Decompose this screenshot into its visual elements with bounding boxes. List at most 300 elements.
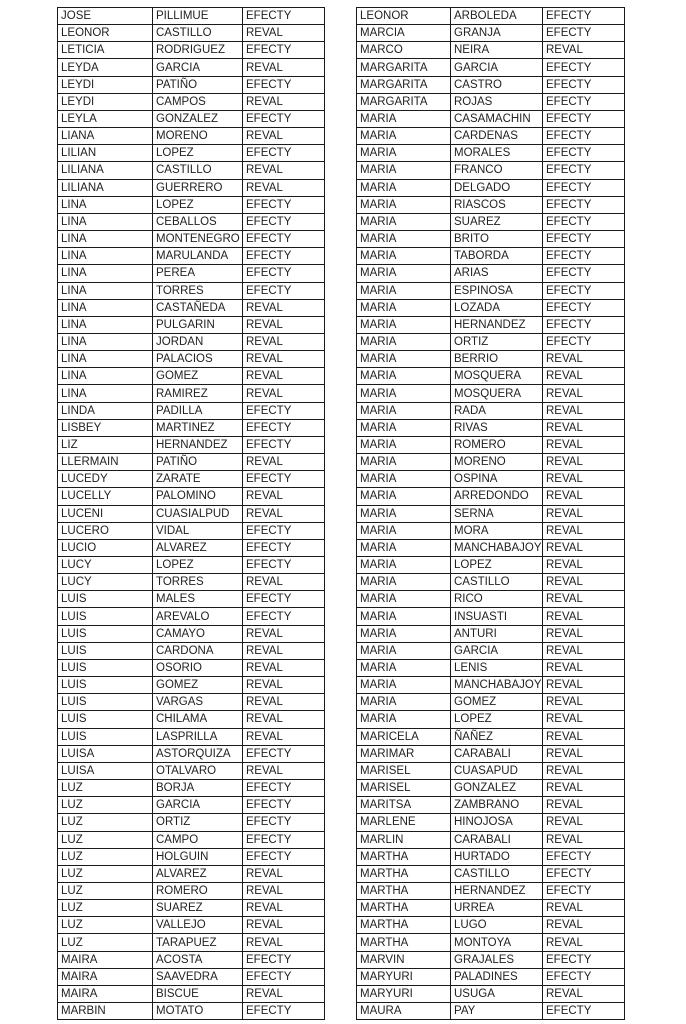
payment-method-cell: EFECTY <box>243 968 325 985</box>
table-row <box>58 25 325 42</box>
table-row <box>357 625 625 642</box>
last-name-cell: BISCUE <box>153 985 243 1002</box>
first-name-cell: MAIRA <box>58 985 153 1002</box>
first-name-cell: MARCIA <box>357 25 451 42</box>
table-row <box>58 591 325 608</box>
payment-method-cell: REVAL <box>543 745 625 762</box>
payment-method-cell: EFECTY <box>543 282 625 299</box>
table-row <box>357 831 625 848</box>
table-row <box>357 299 625 316</box>
first-name-cell: LILIANA <box>58 179 153 196</box>
first-name-cell: MARIA <box>357 351 451 368</box>
last-name-cell: RODRIGUEZ <box>153 42 243 59</box>
payment-method-cell: EFECTY <box>243 1003 325 1020</box>
table-row <box>357 659 625 676</box>
payment-method-cell: REVAL <box>543 917 625 934</box>
table-row <box>58 642 325 659</box>
payment-method-cell: EFECTY <box>243 591 325 608</box>
payment-method-cell: REVAL <box>243 711 325 728</box>
table-row <box>58 368 325 385</box>
payment-method-cell: REVAL <box>543 522 625 539</box>
first-name-cell: LEYDA <box>58 59 153 76</box>
last-name-cell: ROJAS <box>451 93 543 110</box>
last-name-cell: TARAPUEZ <box>153 934 243 951</box>
first-name-cell: LUCIO <box>58 539 153 556</box>
last-name-cell: CASTILLO <box>153 162 243 179</box>
first-name-cell: LINA <box>58 385 153 402</box>
first-name-cell: LINA <box>58 282 153 299</box>
first-name-cell: MARISEL <box>357 762 451 779</box>
first-name-cell: MARIMAR <box>357 745 451 762</box>
payment-method-cell: REVAL <box>543 642 625 659</box>
first-name-cell: LUZ <box>58 814 153 831</box>
first-name-cell: LINA <box>58 333 153 350</box>
last-name-cell: MANCHABAJOY <box>451 677 543 694</box>
first-name-cell: LUCENI <box>58 505 153 522</box>
first-name-cell: LEONOR <box>357 8 451 25</box>
last-name-cell: GARCIA <box>153 797 243 814</box>
table-row <box>357 591 625 608</box>
last-name-cell: CAMPO <box>153 831 243 848</box>
first-name-cell: LUISA <box>58 745 153 762</box>
payment-method-cell: EFECTY <box>543 128 625 145</box>
last-name-cell: PADILLA <box>153 402 243 419</box>
table-row <box>58 745 325 762</box>
last-name-cell: MORALES <box>451 145 543 162</box>
table-row <box>58 677 325 694</box>
first-name-cell: LILIAN <box>58 145 153 162</box>
last-name-cell: MOSQUERA <box>451 368 543 385</box>
payment-method-cell: EFECTY <box>243 8 325 25</box>
first-name-cell: MARIA <box>357 711 451 728</box>
table-row <box>58 934 325 951</box>
table-row <box>357 882 625 899</box>
last-name-cell: CASTAÑEDA <box>153 299 243 316</box>
table-row <box>58 882 325 899</box>
first-name-cell: LINA <box>58 196 153 213</box>
first-name-cell: LUCEDY <box>58 471 153 488</box>
table-row <box>58 711 325 728</box>
last-name-cell: CUASAPUD <box>451 762 543 779</box>
payment-method-cell: EFECTY <box>243 282 325 299</box>
payment-method-cell: REVAL <box>543 419 625 436</box>
table-row <box>357 454 625 471</box>
payment-method-cell: REVAL <box>543 625 625 642</box>
first-name-cell: MARIA <box>357 128 451 145</box>
first-name-cell: LUIS <box>58 608 153 625</box>
last-name-cell: ORTIZ <box>451 333 543 350</box>
last-name-cell: ROMERO <box>451 436 543 453</box>
last-name-cell: ROMERO <box>153 882 243 899</box>
first-name-cell: LUIS <box>58 711 153 728</box>
first-name-cell: LEYDI <box>58 76 153 93</box>
payment-method-cell: EFECTY <box>543 179 625 196</box>
payment-method-cell: EFECTY <box>243 797 325 814</box>
first-name-cell: MAIRA <box>58 968 153 985</box>
payment-method-cell: REVAL <box>543 368 625 385</box>
first-name-cell: MARIA <box>357 402 451 419</box>
payment-method-cell: REVAL <box>543 402 625 419</box>
first-name-cell: MARBIN <box>58 1003 153 1020</box>
first-name-cell: MARTHA <box>357 882 451 899</box>
last-name-cell: OSORIO <box>153 659 243 676</box>
last-name-cell: TABORDA <box>451 248 543 265</box>
last-name-cell: HERNANDEZ <box>451 316 543 333</box>
last-name-cell: MARTINEZ <box>153 419 243 436</box>
table-row <box>58 659 325 676</box>
last-name-cell: MORENO <box>451 454 543 471</box>
payment-method-cell: REVAL <box>543 574 625 591</box>
first-name-cell: MARCO <box>357 42 451 59</box>
first-name-cell: MARGARITA <box>357 59 451 76</box>
table-row <box>58 299 325 316</box>
last-name-cell: LOPEZ <box>153 145 243 162</box>
last-name-cell: ALVAREZ <box>153 865 243 882</box>
table-row <box>357 93 625 110</box>
payment-method-cell: EFECTY <box>243 745 325 762</box>
last-name-cell: CARDONA <box>153 642 243 659</box>
first-name-cell: MARIA <box>357 642 451 659</box>
last-name-cell: URREA <box>451 900 543 917</box>
payment-method-cell: EFECTY <box>543 93 625 110</box>
payment-method-cell: REVAL <box>543 694 625 711</box>
table-row <box>58 231 325 248</box>
last-name-cell: GOMEZ <box>451 694 543 711</box>
last-name-cell: FRANCO <box>451 162 543 179</box>
table-row <box>357 8 625 25</box>
first-name-cell: LEONOR <box>58 25 153 42</box>
last-name-cell: GONZALEZ <box>451 780 543 797</box>
table-row <box>357 745 625 762</box>
table-row <box>58 179 325 196</box>
first-name-cell: MARIA <box>357 265 451 282</box>
payment-method-cell: REVAL <box>543 539 625 556</box>
last-name-cell: ESPINOSA <box>451 282 543 299</box>
payment-method-cell: REVAL <box>243 574 325 591</box>
last-name-cell: RADA <box>451 402 543 419</box>
last-name-cell: CAMPOS <box>153 93 243 110</box>
first-name-cell: LUZ <box>58 934 153 951</box>
payment-method-cell: REVAL <box>543 436 625 453</box>
table-row <box>58 59 325 76</box>
first-name-cell: LUZ <box>58 865 153 882</box>
last-name-cell: DELGADO <box>451 179 543 196</box>
first-name-cell: LINA <box>58 368 153 385</box>
first-name-cell: MARIA <box>357 368 451 385</box>
first-name-cell: LINA <box>58 265 153 282</box>
table-row <box>58 8 325 25</box>
table-row <box>357 900 625 917</box>
payment-method-cell: EFECTY <box>243 814 325 831</box>
payment-method-cell: EFECTY <box>543 231 625 248</box>
last-name-cell: ÑAÑEZ <box>451 728 543 745</box>
table-row <box>357 76 625 93</box>
last-name-cell: GARCIA <box>451 59 543 76</box>
last-name-cell: PEREA <box>153 265 243 282</box>
payment-method-cell: REVAL <box>543 454 625 471</box>
payment-method-cell: REVAL <box>243 677 325 694</box>
names-table-right <box>356 7 625 1020</box>
payment-method-cell: EFECTY <box>243 522 325 539</box>
table-row <box>58 351 325 368</box>
first-name-cell: MARIA <box>357 608 451 625</box>
last-name-cell: LUGO <box>451 917 543 934</box>
table-row <box>58 951 325 968</box>
last-name-cell: GRAJALES <box>451 951 543 968</box>
table-row <box>357 488 625 505</box>
table-row <box>357 351 625 368</box>
table-row <box>58 505 325 522</box>
first-name-cell: MARIA <box>357 694 451 711</box>
table-row <box>58 488 325 505</box>
payment-method-cell: REVAL <box>243 179 325 196</box>
first-name-cell: MARIA <box>357 625 451 642</box>
payment-method-cell: REVAL <box>243 762 325 779</box>
payment-method-cell: REVAL <box>243 865 325 882</box>
first-name-cell: MARISEL <box>357 780 451 797</box>
last-name-cell: VIDAL <box>153 522 243 539</box>
last-name-cell: MARULANDA <box>153 248 243 265</box>
table-row <box>357 694 625 711</box>
payment-method-cell: REVAL <box>543 557 625 574</box>
last-name-cell: HERNANDEZ <box>451 882 543 899</box>
last-name-cell: ARIAS <box>451 265 543 282</box>
payment-method-cell: EFECTY <box>543 8 625 25</box>
first-name-cell: LINDA <box>58 402 153 419</box>
table-row <box>58 213 325 230</box>
first-name-cell: MARIA <box>357 522 451 539</box>
payment-method-cell: EFECTY <box>543 882 625 899</box>
last-name-cell: HOLGUIN <box>153 848 243 865</box>
table-row <box>58 797 325 814</box>
last-name-cell: INSUASTI <box>451 608 543 625</box>
table-row <box>58 728 325 745</box>
first-name-cell: MARIA <box>357 591 451 608</box>
payment-method-cell: EFECTY <box>543 951 625 968</box>
payment-method-cell: REVAL <box>243 333 325 350</box>
table-row <box>58 539 325 556</box>
payment-method-cell: REVAL <box>543 728 625 745</box>
first-name-cell: LIZ <box>58 436 153 453</box>
table-row <box>58 42 325 59</box>
table-row <box>357 162 625 179</box>
first-name-cell: LETICIA <box>58 42 153 59</box>
payment-method-cell: REVAL <box>243 162 325 179</box>
names-table-right-body <box>357 8 625 1020</box>
table-row <box>357 642 625 659</box>
payment-method-cell: REVAL <box>243 128 325 145</box>
first-name-cell: MARIA <box>357 282 451 299</box>
table-row <box>357 333 625 350</box>
payment-method-cell: EFECTY <box>243 265 325 282</box>
table-row <box>357 814 625 831</box>
table-row <box>357 145 625 162</box>
first-name-cell: MARIA <box>357 213 451 230</box>
last-name-cell: LOPEZ <box>451 711 543 728</box>
payment-method-cell: REVAL <box>543 797 625 814</box>
first-name-cell: LUZ <box>58 882 153 899</box>
last-name-cell: CASTILLO <box>451 865 543 882</box>
payment-method-cell: REVAL <box>543 351 625 368</box>
last-name-cell: MOTATO <box>153 1003 243 1020</box>
last-name-cell: CASAMACHIN <box>451 110 543 127</box>
first-name-cell: LILIANA <box>58 162 153 179</box>
last-name-cell: CARDENAS <box>451 128 543 145</box>
first-name-cell: MARIA <box>357 659 451 676</box>
payment-method-cell: EFECTY <box>243 471 325 488</box>
table-row <box>357 608 625 625</box>
payment-method-cell: REVAL <box>243 625 325 642</box>
payment-method-cell: REVAL <box>543 780 625 797</box>
table-row <box>357 436 625 453</box>
first-name-cell: MARIA <box>357 179 451 196</box>
first-name-cell: MAIRA <box>58 951 153 968</box>
first-name-cell: MARIA <box>357 505 451 522</box>
payment-method-cell: REVAL <box>543 488 625 505</box>
table-row <box>357 557 625 574</box>
payment-method-cell: EFECTY <box>543 333 625 350</box>
payment-method-cell: EFECTY <box>243 231 325 248</box>
payment-method-cell: REVAL <box>243 505 325 522</box>
table-row <box>357 368 625 385</box>
table-row <box>357 419 625 436</box>
payment-method-cell: EFECTY <box>243 436 325 453</box>
payment-method-cell: REVAL <box>243 659 325 676</box>
first-name-cell: MARITSA <box>357 797 451 814</box>
last-name-cell: JORDAN <box>153 333 243 350</box>
last-name-cell: CARABALI <box>451 745 543 762</box>
payment-method-cell: EFECTY <box>543 316 625 333</box>
first-name-cell: MARIA <box>357 196 451 213</box>
table-row <box>357 505 625 522</box>
table-row <box>357 985 625 1002</box>
payment-method-cell: EFECTY <box>243 951 325 968</box>
table-row <box>58 316 325 333</box>
table-row <box>58 831 325 848</box>
table-row <box>357 282 625 299</box>
last-name-cell: CASTRO <box>451 76 543 93</box>
first-name-cell: MAURA <box>357 1003 451 1020</box>
payment-method-cell: REVAL <box>543 591 625 608</box>
first-name-cell: LUIS <box>58 659 153 676</box>
first-name-cell: MARIA <box>357 299 451 316</box>
last-name-cell: CARABALI <box>451 831 543 848</box>
last-name-cell: ARBOLEDA <box>451 8 543 25</box>
last-name-cell: PATIÑO <box>153 454 243 471</box>
payment-method-cell: EFECTY <box>243 213 325 230</box>
table-row <box>58 385 325 402</box>
last-name-cell: PALADINES <box>451 968 543 985</box>
last-name-cell: MONTENEGRO <box>153 231 243 248</box>
last-name-cell: ACOSTA <box>153 951 243 968</box>
table-row <box>58 454 325 471</box>
table-row <box>357 231 625 248</box>
payment-method-cell: EFECTY <box>243 402 325 419</box>
first-name-cell: MARVIN <box>357 951 451 968</box>
table-row <box>357 865 625 882</box>
last-name-cell: GOMEZ <box>153 677 243 694</box>
first-name-cell: MARIA <box>357 162 451 179</box>
payment-method-cell: EFECTY <box>243 145 325 162</box>
last-name-cell: GOMEZ <box>153 368 243 385</box>
first-name-cell: MARTHA <box>357 917 451 934</box>
table-row <box>357 968 625 985</box>
table-row <box>357 848 625 865</box>
table-row <box>357 1003 625 1020</box>
payment-method-cell: EFECTY <box>543 213 625 230</box>
first-name-cell: MARIA <box>357 419 451 436</box>
table-row <box>58 968 325 985</box>
table-row <box>357 213 625 230</box>
first-name-cell: LINA <box>58 299 153 316</box>
last-name-cell: BERRIO <box>451 351 543 368</box>
first-name-cell: LUZ <box>58 917 153 934</box>
first-name-cell: LUIS <box>58 625 153 642</box>
last-name-cell: NEIRA <box>451 42 543 59</box>
payment-method-cell: REVAL <box>243 642 325 659</box>
last-name-cell: RICO <box>451 591 543 608</box>
first-name-cell: MARLENE <box>357 814 451 831</box>
first-name-cell: MARGARITA <box>357 76 451 93</box>
table-row <box>357 762 625 779</box>
last-name-cell: MOSQUERA <box>451 385 543 402</box>
payment-method-cell: EFECTY <box>543 110 625 127</box>
payment-method-cell: REVAL <box>543 814 625 831</box>
payment-method-cell: EFECTY <box>543 25 625 42</box>
table-row <box>58 196 325 213</box>
last-name-cell: USUGA <box>451 985 543 1002</box>
first-name-cell: MARIA <box>357 436 451 453</box>
last-name-cell: MANCHABAJOY <box>451 539 543 556</box>
last-name-cell: SERNA <box>451 505 543 522</box>
last-name-cell: OSPINA <box>451 471 543 488</box>
first-name-cell: MARIA <box>357 231 451 248</box>
table-row <box>357 917 625 934</box>
payment-method-cell: REVAL <box>243 316 325 333</box>
table-row <box>58 265 325 282</box>
last-name-cell: CUASIALPUD <box>153 505 243 522</box>
payment-method-cell: REVAL <box>543 608 625 625</box>
table-row <box>357 25 625 42</box>
first-name-cell: MARGARITA <box>357 93 451 110</box>
payment-method-cell: EFECTY <box>243 831 325 848</box>
first-name-cell: LUIS <box>58 642 153 659</box>
last-name-cell: HURTADO <box>451 848 543 865</box>
table-row <box>58 574 325 591</box>
payment-method-cell: REVAL <box>243 985 325 1002</box>
first-name-cell: LINA <box>58 213 153 230</box>
payment-method-cell: EFECTY <box>243 539 325 556</box>
last-name-cell: BORJA <box>153 780 243 797</box>
first-name-cell: LUIS <box>58 728 153 745</box>
payment-method-cell: REVAL <box>243 368 325 385</box>
payment-method-cell: EFECTY <box>543 196 625 213</box>
payment-method-cell: REVAL <box>543 677 625 694</box>
table-row <box>58 110 325 127</box>
payment-method-cell: EFECTY <box>543 248 625 265</box>
table-row <box>357 316 625 333</box>
table-row <box>357 780 625 797</box>
first-name-cell: LUISA <box>58 762 153 779</box>
payment-method-cell: REVAL <box>543 471 625 488</box>
payment-method-cell: REVAL <box>243 385 325 402</box>
table-row <box>58 814 325 831</box>
last-name-cell: CASTILLO <box>153 25 243 42</box>
table-row <box>357 951 625 968</box>
table-row <box>58 419 325 436</box>
table-row <box>58 162 325 179</box>
last-name-cell: ARREDONDO <box>451 488 543 505</box>
